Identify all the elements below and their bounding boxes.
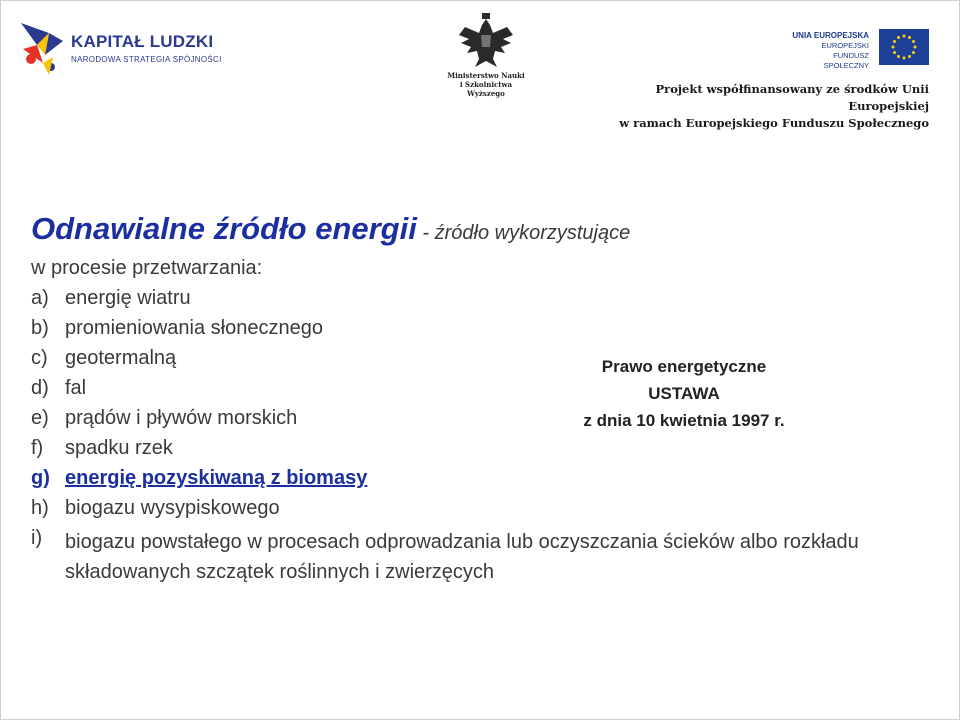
list-marker: a) — [31, 287, 49, 309]
list-item-text: promieniowania słonecznego — [65, 317, 323, 339]
ministry-name — [441, 71, 531, 98]
law-reference — [529, 353, 839, 434]
list-item-text: spadku rzek — [65, 437, 173, 459]
kapital-ludzki-logo — [19, 19, 229, 79]
list-item — [31, 287, 905, 317]
eu-text — [791, 31, 869, 71]
ministry-line2: i Szkolnictwa Wyższego — [459, 80, 513, 98]
project-funding-note — [601, 81, 929, 132]
list-item — [31, 437, 905, 467]
ministry-line1: Ministerstwo Nauki — [447, 71, 525, 80]
title-line — [31, 211, 630, 247]
eu-line2: EUROPEJSKI — [821, 41, 869, 50]
list-item-highlighted — [31, 467, 905, 497]
list-marker: h) — [31, 497, 49, 519]
kapital-ludzki-tagline: NARODOWA STRATEGIA SPÓJNOŚCI — [71, 55, 222, 64]
list-marker: b) — [31, 317, 49, 339]
title-subtitle: - źródło wykorzystujące — [416, 222, 631, 244]
list-item — [31, 527, 905, 587]
eu-line3: FUNDUSZ SPOŁECZNY — [823, 51, 869, 70]
law-title: Prawo energetyczne — [601, 357, 767, 376]
list-item-text: geotermalną — [65, 347, 177, 369]
project-line2: w ramach Europejskiego Funduszu Społecznego — [619, 116, 929, 130]
list-marker: e) — [31, 407, 49, 429]
list-marker: c) — [31, 347, 48, 369]
list-item — [31, 317, 905, 347]
list-item — [31, 497, 905, 527]
kapital-ludzki-name: KAPITAŁ LUDZKI — [71, 32, 214, 51]
eagle-emblem-icon — [457, 13, 515, 69]
kapital-ludzki-star-icon — [19, 19, 65, 77]
list-marker: i) — [31, 527, 43, 549]
project-line1: Projekt współfinansowany ze środków Unii Europejskiej — [655, 82, 929, 113]
law-type: USTAWA — [648, 384, 720, 403]
list-item-text: energię pozyskiwaną z biomasy — [65, 467, 368, 489]
list-item-text: prądów i pływów morskich — [65, 407, 298, 429]
eu-flag-icon — [879, 29, 929, 65]
eu-logo — [791, 25, 931, 71]
energy-source-list — [31, 287, 905, 587]
list-item-text: fal — [65, 377, 87, 399]
list-item-text: energię wiatru — [65, 287, 191, 309]
list-item-text: biogazu powstałego w procesach odprowadzania lub oczyszczania ścieków albo rozkładu składowanych szczątek roślinnych i zwierzęcych — [65, 531, 859, 583]
list-marker: g) — [31, 467, 50, 489]
eu-line1: UNIA EUROPEJSKA — [792, 31, 869, 40]
list-marker: f) — [31, 437, 44, 459]
list-item-text: biogazu wysypiskowego — [65, 497, 280, 519]
intro-text: w procesie przetwarzania: — [31, 257, 263, 279]
law-date: z dnia 10 kwietnia 1997 r. — [583, 411, 785, 430]
list-marker: d) — [31, 377, 49, 399]
page-title: Odnawialne źródło energii — [31, 211, 417, 246]
ministry-logo — [441, 13, 531, 98]
